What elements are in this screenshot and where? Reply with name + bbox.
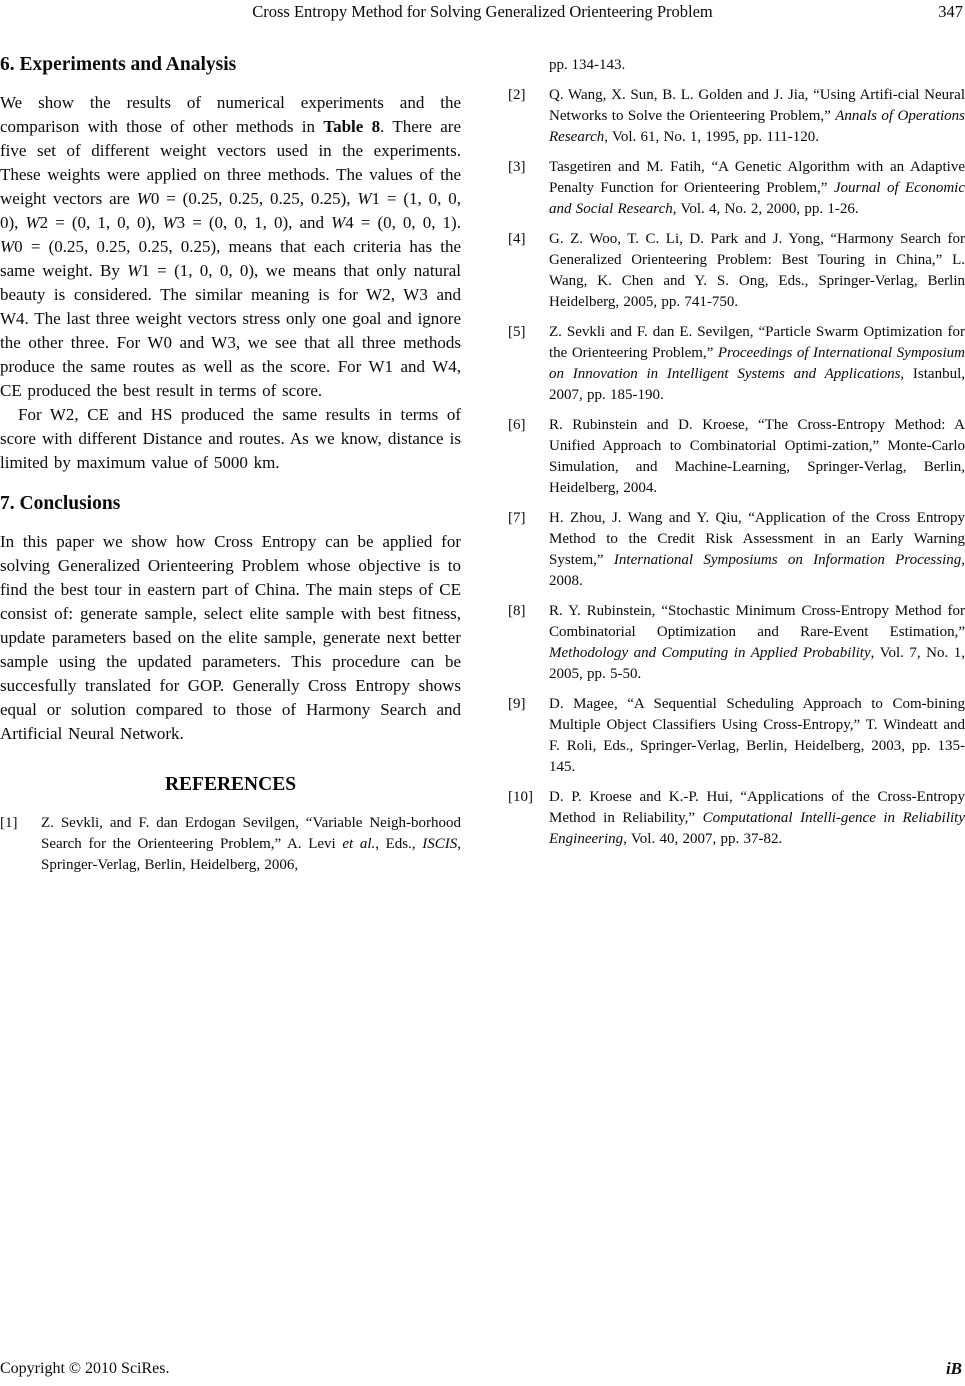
- reference-item-2: [508, 85, 965, 148]
- reference-label: [9]: [508, 696, 526, 712]
- page-number: 347: [938, 2, 963, 21]
- reference-label: [1]: [0, 815, 18, 831]
- reference-label: [5]: [508, 324, 526, 340]
- section-6-heading: 6. Experiments and Analysis: [0, 54, 237, 75]
- reference-item-8: [508, 601, 965, 685]
- reference-1-continuation: pp. 134-143.: [549, 57, 626, 73]
- reference-text: Q. Wang, X. Sun, B. L. Golden and J. Jia, “Using Artifi-cial Neural Networks to Solve the Orienteering Problem,” Annals of Operations Research, Vol. 61, No. 1, 1995, pp. 111-120.: [549, 87, 965, 145]
- page-footer: [0, 1358, 965, 1382]
- reference-item-1: [0, 813, 461, 876]
- reference-text: Z. Sevkli, and F. dan Erdogan Sevilgen, “Variable Neigh-borhood Search for the Orienteering Problem,” A. Levi et al., Eds., ISCIS, Springer-Verlag, Berlin, Heidelberg, 2006,: [41, 815, 462, 873]
- two-column-body: [0, 52, 965, 885]
- reference-item-3: [508, 157, 965, 220]
- reference-text: G. Z. Woo, T. C. Li, D. Park and J. Yong, “Harmony Search for Generalized Orienteering Problem: Best Touring in China,” L. Wang, K. Chen and Y. S. Ong, Eds., Springer-Verlag, Berlin Heidelberg, 2005, pp. 741-750.: [549, 231, 965, 310]
- reference-label: [4]: [508, 231, 526, 247]
- section-6-para-2: For W2, CE and HS produced the same results in terms of score with different Distance and routes. As we know, distance is limited by maximum value of 5000 km.: [0, 405, 461, 472]
- reference-label: [2]: [508, 87, 526, 103]
- reference-text: D. Magee, “A Sequential Scheduling Approach to Com-bining Multiple Object Classifiers Using Cross-Entropy,” T. Windeatt and F. Roli, Eds., Springer-Verlag, Berlin, Heidelberg, 2003, pp. 135-145.: [549, 696, 965, 775]
- left-column: [0, 52, 461, 885]
- section-6-para-1: We show the results of numerical experiments and the comparison with those of other methods in Table 8. There are five set of different weight vectors used in the experiments. These weights were applied on three methods. The values of the weight vectors are W0 = (0.25, 0.25, 0.25, 0.25), W1 = (1, 0, 0, 0), W2 = (0, 1, 0, 0), W3 = (0, 0, 1, 0), and W4 = (0, 0, 0, 1). W0 = (0.25, 0.25, 0.25, 0.25), means that each criteria has the same weight. By W1 = (1, 0, 0, 0), we means that only natural beauty is considered. The similar meaning is for W2, W3 and W4. The last three weight vectors stress only one goal and ignore the other three. For W0 and W3, we see that all three methods produce the same routes as well as the score. For W1 and W4, CE produced the best result in terms of score.: [0, 93, 461, 400]
- journal-logo: iB: [945, 1359, 962, 1378]
- reference-label: [7]: [508, 510, 526, 526]
- references-heading: REFERENCES: [164, 774, 297, 795]
- reference-label: [10]: [508, 789, 533, 805]
- reference-label: [3]: [508, 159, 526, 175]
- page-header: [0, 2, 965, 24]
- reference-text: D. P. Kroese and K.-P. Hui, “Applications of the Cross-Entropy Method in Reliability,” Computational Intelli-gence in Reliability Engineering, Vol. 40, 2007, pp. 37-82.: [549, 789, 965, 847]
- reference-item-9: [508, 694, 965, 778]
- reference-text: R. Rubinstein and D. Kroese, “The Cross-Entropy Method: A Unified Approach to Combinatorial Optimi-zation,” Monte-Carlo Simulation, and Machine-Learning, Springer-Verlag, Berlin, Heidelberg, 2004.: [549, 417, 965, 496]
- reference-label: [6]: [508, 417, 526, 433]
- running-title: Cross Entropy Method for Solving Generalized Orienteering Problem: [252, 2, 713, 21]
- reference-text: R. Y. Rubinstein, “Stochastic Minimum Cross-Entropy Method for Combinatorial Optimization and Rare-Event Estimation,” Methodology and Computing in Applied Probability, Vol. 7, No. 1, 2005, pp. 5-50.: [549, 603, 965, 682]
- copyright-text: Copyright © 2010 SciRes.: [0, 1360, 170, 1377]
- right-column: [508, 52, 965, 885]
- reference-item-10: [508, 787, 965, 850]
- reference-item-5: [508, 322, 965, 406]
- reference-item-4: [508, 229, 965, 313]
- reference-item-7: [508, 508, 965, 592]
- reference-text: Tasgetiren and M. Fatih, “A Genetic Algorithm with an Adaptive Penalty Function for Orienteering Problem,” Journal of Economic and Social Research, Vol. 4, No. 2, 2000, pp. 1-26.: [549, 159, 965, 217]
- section-7-para-1: In this paper we show how Cross Entropy can be applied for solving Generalized Orienteering Problem whose objective is to find the best tour in eastern part of China. The main steps of CE consist of: generate sample, select elite sample with best fitness, update parameters based on the elite sample, generate next better sample using the updated parameters. This procedure can be succesfully translated for GOP. Generally Cross Entropy shows equal or solution compared to those of Harmony Search and Artificial Neural Network.: [0, 532, 461, 743]
- section-7-heading: 7. Conclusions: [0, 493, 121, 514]
- reference-text: Z. Sevkli and F. dan E. Sevilgen, “Particle Swarm Optimization for the Orienteering Problem,” Proceedings of International Symposium on Innovation in Intelligent Systems and Applications, Istanbul, 2007, pp. 185-190.: [549, 324, 965, 403]
- reference-text: H. Zhou, J. Wang and Y. Qiu, “Application of the Cross Entropy Method to the Credit Risk Assessment in an Early Warning System,” International Symposiums on Information Processing, 2008.: [549, 510, 965, 589]
- reference-label: [8]: [508, 603, 526, 619]
- reference-item-6: [508, 415, 965, 499]
